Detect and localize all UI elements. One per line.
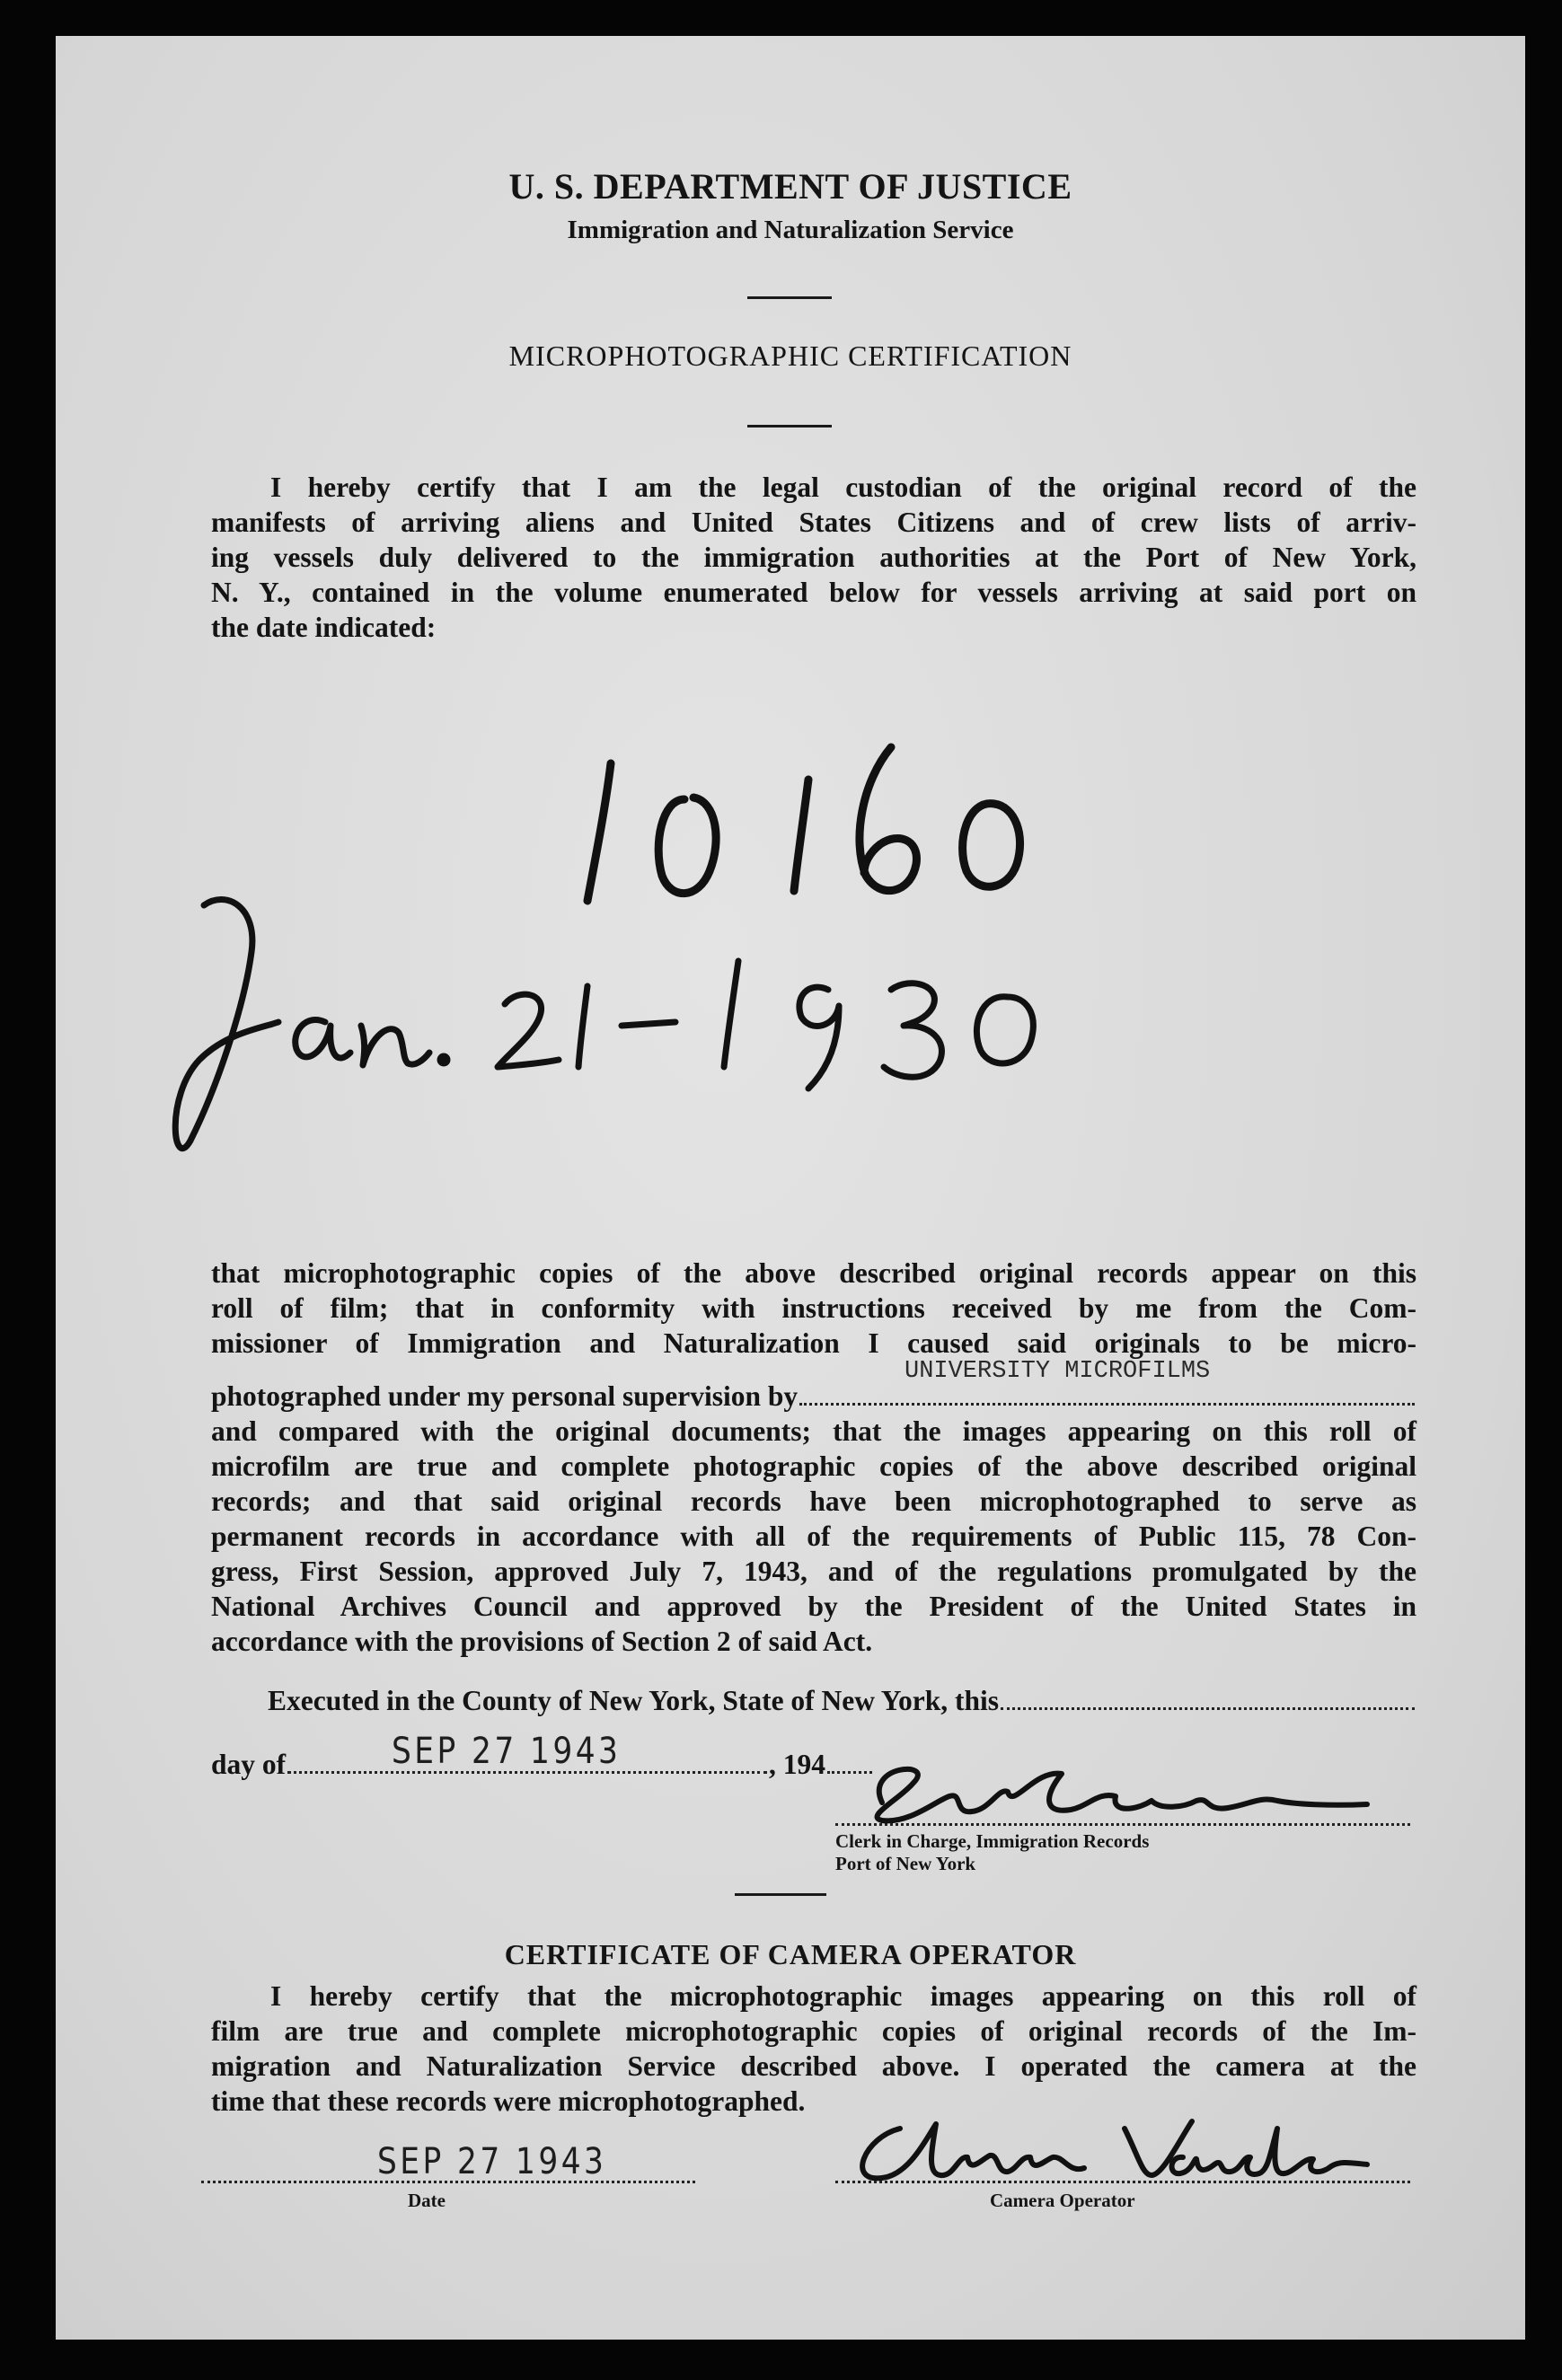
paragraph-line: ing vessels duly delivered to the immigration authorities at the Port of New York, xyxy=(211,542,1416,573)
divider xyxy=(747,425,832,428)
paragraph-line: migration and Naturalization Service described above. I operated the camera at the xyxy=(211,2050,1416,2082)
paragraph-line: permanent records in accordance with all of the requirements of Public 115, 78 Con- xyxy=(211,1521,1416,1552)
supervision-prefix: photographed under my personal supervision by xyxy=(211,1380,799,1412)
camera-certificate-title: CERTIFICATE OF CAMERA OPERATOR xyxy=(504,1938,1077,1970)
divider xyxy=(747,296,832,299)
paragraph-line: gress, First Session, approved July 7, 1943, and of the regulations promulgated by the xyxy=(211,1556,1416,1587)
paragraph-line: microfilm are true and complete photographic copies of the above described original xyxy=(211,1450,1416,1482)
body-paragraph-continued xyxy=(211,1414,1416,1659)
day-of-label: day of xyxy=(211,1749,287,1780)
fill-in-dots xyxy=(1001,1686,1415,1710)
date-label: Date xyxy=(408,2190,446,2211)
paragraph-line: accordance with the provisions of Section 2 of said Act. xyxy=(211,1626,873,1657)
paragraph-line: I hereby certify that I am the legal custodian of the original record of the xyxy=(270,472,1416,503)
executed-text: Executed in the County of New York, State of New York, this xyxy=(268,1685,1000,1716)
service-subheading: Immigration and Naturalization Service xyxy=(567,216,1014,244)
intro-paragraph xyxy=(211,470,1416,645)
clerk-title-line: Port of New York xyxy=(835,1853,976,1874)
operator-label: Camera Operator xyxy=(990,2190,1135,2211)
body-paragraph xyxy=(211,1256,1416,1361)
operator-date-stamp: SEP 27 1943 xyxy=(377,2141,607,2182)
paragraph-line: that microphotographic copies of the above described original records appear on this xyxy=(211,1257,1416,1289)
clerk-title xyxy=(835,1830,1149,1875)
paragraph-line: film are true and complete microphotographic copies of original records of the Im- xyxy=(211,2015,1416,2047)
paragraph-line: the date indicated: xyxy=(211,612,437,643)
divider xyxy=(735,1893,826,1896)
executed-line xyxy=(268,1683,1416,1718)
supervision-line xyxy=(211,1379,1416,1414)
clerk-title-line: Clerk in Charge, Immigration Records xyxy=(835,1830,1150,1852)
paragraph-line: manifests of arriving aliens and United States Citizens and of crew lists of arriv- xyxy=(211,507,1416,538)
paragraph-line: time that these records were microphotographed. xyxy=(211,2085,806,2117)
certificate-page xyxy=(56,36,1525,2340)
paragraph-line: roll of film; that in conformity with instructions received by me from the Com- xyxy=(211,1292,1416,1324)
department-heading: U. S. DEPARTMENT OF JUSTICE xyxy=(508,166,1072,207)
paragraph-line: missioner of Immigration and Naturalization I caused said originals to be micro- xyxy=(211,1327,1416,1359)
handwritten-entry xyxy=(56,665,1525,1221)
year-prefix: , 194 xyxy=(769,1749,825,1780)
date-stamp: SEP 27 1943 xyxy=(392,1731,622,1772)
paragraph-line: National Archives Council and approved by the President of the United States in xyxy=(211,1591,1416,1622)
supervision-value: UNIVERSITY MICROFILMS xyxy=(905,1358,1211,1385)
camera-paragraph xyxy=(211,1979,1416,2119)
paragraph-line: N. Y., contained in the volume enumerated below for vessels arriving at said port on xyxy=(211,577,1416,608)
fill-in-dots xyxy=(799,1381,1415,1406)
paragraph-line: records; and that said original records have been microphotographed to serve as xyxy=(211,1485,1416,1517)
clerk-signature xyxy=(828,1747,1385,1837)
certification-title: MICROPHOTOGRAPHIC CERTIFICATION xyxy=(508,339,1072,372)
paragraph-line: I hereby certify that the microphotographic images appearing on this roll of xyxy=(270,1980,1416,2012)
operator-signature xyxy=(828,2102,1385,2191)
paragraph-line: and compared with the original documents; that the images appearing on this roll of xyxy=(211,1415,1416,1447)
